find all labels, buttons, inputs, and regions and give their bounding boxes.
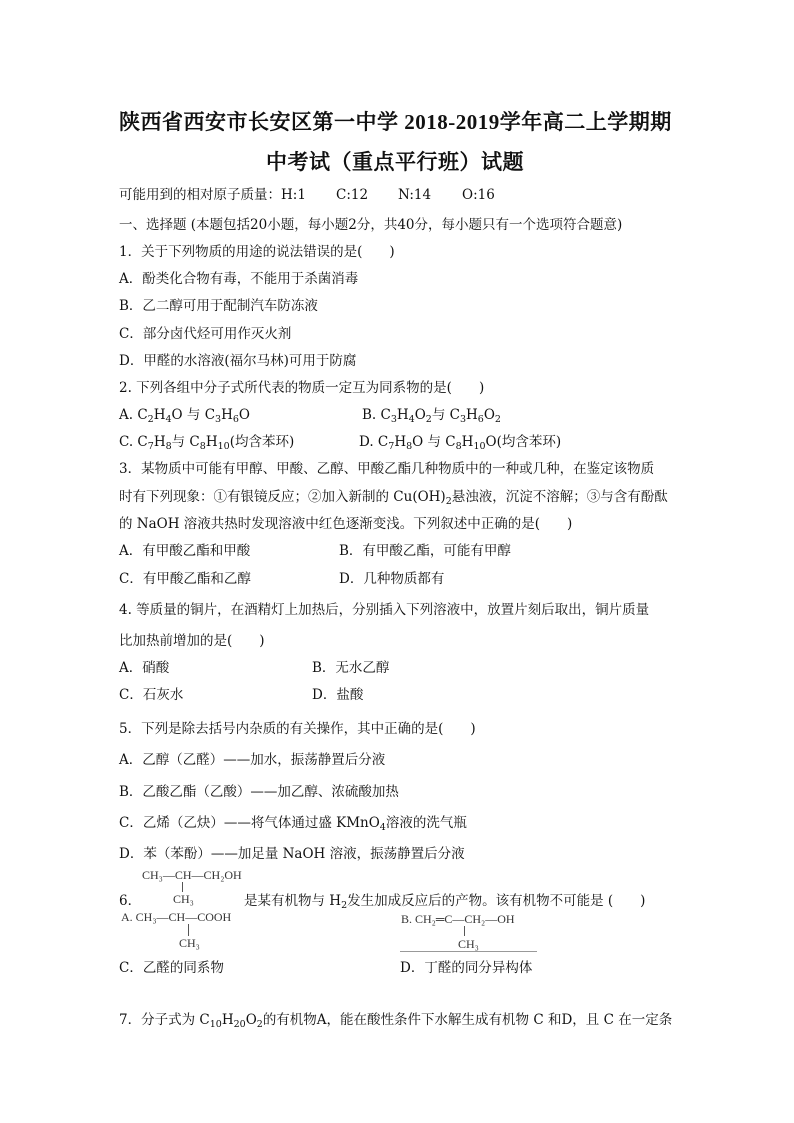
q4-option-b: B．无水乙醇 <box>312 660 390 676</box>
q3-stem-line-3: 的 NaOH 溶液共热时发现溶液中红色逐渐变浅。下列叙述中正确的是( ) <box>119 516 573 532</box>
q7-stem <box>119 1011 672 1034</box>
q6-option-b-branch: CH₃ <box>458 937 479 951</box>
subscript: 8 <box>165 441 172 452</box>
q5-option-b: B．乙酸乙酯（乙酸）——加乙醇、浓硫酸加热 <box>119 784 399 800</box>
text: O(均含苯环) <box>485 434 562 450</box>
q3-stem-line-2 <box>119 488 668 511</box>
text: O <box>414 407 426 423</box>
subscript: 8 <box>455 441 462 452</box>
section-heading: 一、选择题 (本题包括20小题，每小题2分，共40分，每小题只有一个选项符合题意) <box>119 217 623 233</box>
q4-stem-line-1: 4. 等质量的铜片，在酒精灯上加热后，分别插入下列溶液中，放置片刻后取出，铜片质量 <box>119 602 650 618</box>
q2-option-a <box>119 406 250 429</box>
subscript: 20 <box>233 1019 246 1030</box>
q6-number: 6． <box>119 893 142 909</box>
subscript: 2 <box>425 414 432 425</box>
subscript: 10 <box>209 1019 222 1030</box>
subscript: 4 <box>165 414 172 425</box>
q6-structure-branch: CH₃ <box>173 892 194 906</box>
text: H <box>205 434 218 450</box>
text: O <box>245 1012 257 1028</box>
subscript: 4 <box>379 822 386 833</box>
subscript: 2 <box>494 414 501 425</box>
q6-option-b-main: B. CH₂═C—CH₂—OH <box>401 912 515 926</box>
q1-option-d: D．甲醛的水溶液(福尔马林)可用于防腐 <box>119 353 357 369</box>
text: C. C <box>119 434 148 450</box>
q6-option-b-bond <box>464 926 465 936</box>
subscript: 3 <box>215 414 222 425</box>
subscript: 3 <box>390 414 397 425</box>
q6-option-a-bond <box>188 924 189 936</box>
text: H <box>221 407 233 423</box>
subscript: 6 <box>232 414 239 425</box>
text: C．乙烯（乙炔）——将气体通过盛 KMnO <box>119 815 380 831</box>
mass-n: N:14 <box>398 187 432 203</box>
text: 溶液的洗气瓶 <box>385 815 467 831</box>
text: H <box>396 407 409 423</box>
text: 7．分子式为 C <box>119 1012 210 1028</box>
subscript: 6 <box>477 414 484 425</box>
q6-option-a-main: A. CH₃—CH—COOH <box>121 910 232 924</box>
q2-option-d <box>359 433 561 456</box>
q5-option-d: D．苯（苯酚）——加足量 NaOH 溶液，振荡静置后分液 <box>119 846 465 862</box>
q3-option-a: A．有甲酸乙酯和甲酸 <box>119 543 251 559</box>
text: O 与 C <box>412 434 456 450</box>
subscript: 2 <box>445 496 452 507</box>
subscript: 8 <box>406 441 413 452</box>
text: (均含苯环) <box>229 434 295 450</box>
q3-option-b: B．有甲酸乙酯，可能有甲醇 <box>339 543 511 559</box>
text: O <box>238 407 250 423</box>
text: H <box>153 434 166 450</box>
q6-option-b-underline <box>400 951 537 952</box>
q2-option-c <box>119 433 294 456</box>
q5-stem: 5．下列是除去括号内杂质的有关操作，其中正确的是( ) <box>119 721 476 737</box>
text: 发生加成反应后的产物。该有机物不可能是 ( ) <box>347 893 646 909</box>
q5-option-c <box>119 814 467 837</box>
q2-stem: 2. 下列各组中分子式所代表的物质一定互为同系物的是( ) <box>119 380 485 396</box>
q6-structure-bond <box>182 882 183 892</box>
subscript: 7 <box>388 441 395 452</box>
text: O <box>483 407 495 423</box>
text: D. C <box>359 434 389 450</box>
title-line-2: 中考试（重点平行班）试题 <box>266 150 524 174</box>
subscript: 8 <box>199 441 206 452</box>
q1-option-c: C．部分卤代烃可用作灭火剂 <box>119 326 292 342</box>
text: 与 C <box>431 407 460 423</box>
text: H <box>466 407 478 423</box>
q4-option-c: C．石灰水 <box>119 687 184 703</box>
subscript: 2 <box>256 1019 263 1030</box>
subscript: 3 <box>459 414 467 425</box>
text: 时有下列现象：①有银镜反应；②加入新制的 Cu(OH) <box>119 489 446 505</box>
q3-option-c: C．有甲酸乙酯和乙醇 <box>119 571 251 587</box>
q6-option-a-branch: CH₃ <box>179 936 200 950</box>
mass-o: O:16 <box>462 187 495 203</box>
q4-option-a: A．硝酸 <box>119 660 170 676</box>
q1-stem: 1．关于下列物质的用途的说法错误的是( ) <box>119 244 395 260</box>
q4-stem-line-2: 比加热前增加的是( ) <box>119 633 265 649</box>
text: A. C <box>119 407 148 423</box>
title-line-1: 陕西省西安市长安区第一中学 2018-2019学年高二上学期期 <box>119 110 672 134</box>
text: 是某有机物与 H <box>244 893 342 909</box>
text: H <box>221 1012 234 1028</box>
text: 与 C <box>171 434 200 450</box>
atomic-masses-label: 可能用到的相对原子质量： <box>119 187 281 203</box>
q1-option-a: A．酚类化合物有毒，不能用于杀菌消毒 <box>119 271 359 287</box>
subscript: 10 <box>473 441 486 452</box>
q2-option-b <box>362 406 501 429</box>
subscript: 2 <box>147 414 154 425</box>
text: B. C <box>362 407 391 423</box>
q3-stem-line-1: 3．某物质中可能有甲醇、甲酸、乙醇、甲酸乙酯几种物质中的一种或几种，在鉴定该物质 <box>119 461 655 477</box>
text: H <box>394 434 407 450</box>
q6-option-c: C．乙醛的同系物 <box>119 960 224 976</box>
text: 悬浊液，沉淀不溶解；③与含有酚酞 <box>451 489 668 505</box>
subscript: 10 <box>217 441 230 452</box>
text: O 与 C <box>171 407 216 423</box>
text: H <box>153 407 166 423</box>
subscript: 2 <box>341 900 348 911</box>
q6-option-d: D．丁醛的同分异构体 <box>400 960 533 976</box>
subscript: 7 <box>147 441 154 452</box>
text: 的有机物A，能在酸性条件下水解生成有机物 C 和D，且 C 在一定条 <box>262 1012 673 1028</box>
mass-h: H:1 <box>281 187 306 203</box>
atomic-masses <box>119 186 306 204</box>
q4-option-d: D．盐酸 <box>312 687 364 703</box>
q6-structure-main: CH₃—CH—CH₂OH <box>142 868 242 882</box>
q5-option-a: A．乙醇（乙醛）——加水，振荡静置后分液 <box>119 752 386 768</box>
subscript: 4 <box>408 414 415 425</box>
q1-option-b: B．乙二醇可用于配制汽车防冻液 <box>119 298 318 314</box>
mass-c: C:12 <box>336 187 369 203</box>
text: H <box>461 434 474 450</box>
q3-option-d: D．几种物质都有 <box>339 571 445 587</box>
